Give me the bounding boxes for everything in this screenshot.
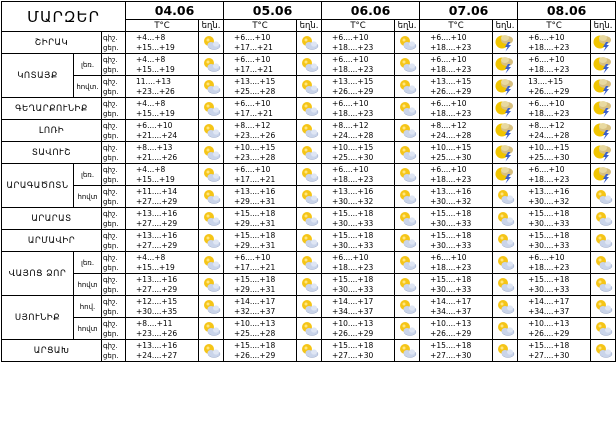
time-of-day-labels: գիշ. ցեր.: [102, 340, 126, 362]
weather-cell: [297, 186, 322, 208]
weather-cell: [297, 98, 322, 120]
temperature-cell: +6....+10 +18....+23: [322, 98, 395, 120]
sun-cloud-icon: [495, 255, 515, 271]
sun-cloud-icon: [593, 321, 613, 337]
weather-cell: [591, 186, 616, 208]
date-header: 04.06: [126, 2, 224, 20]
temperature-cell: +15....+18 +27....+30: [322, 340, 395, 362]
sun-cloud-icon: [397, 211, 417, 227]
sun-cloud-icon: [593, 211, 613, 227]
sun-cloud-icon: [201, 321, 221, 337]
time-of-day-labels: գիշ. ցեր.: [102, 54, 126, 76]
temperature-cell: +4...+8 +15...+19: [126, 98, 199, 120]
temperature-cell: +4...+8 +15...+19: [126, 54, 199, 76]
weather-cell: [297, 120, 322, 142]
region-name: ԳԵՂԱՐՔՈՒՆԻՔ: [2, 98, 102, 120]
weather-column-header: եղն.: [493, 20, 518, 32]
sun-cloud-icon: [397, 255, 417, 271]
temperature-cell: +13....+16 +30....+32: [322, 186, 395, 208]
sun-cloud-icon: [495, 299, 515, 315]
subregion-label: հովտ: [74, 186, 102, 208]
date-header: 05.06: [224, 2, 322, 20]
weather-cell: [395, 98, 420, 120]
table-row: [2, 142, 616, 164]
time-of-day-labels: գիշ. ցեր.: [102, 230, 126, 252]
weather-cell: [395, 340, 420, 362]
temperature-cell: +14....+17 +34....+37: [518, 296, 591, 318]
weather-cell: [297, 164, 322, 186]
temperature-cell: +8....+12 +24....+28: [322, 120, 395, 142]
time-of-day-labels: գիշ. ցեր.: [102, 98, 126, 120]
sun-cloud-icon: [397, 277, 417, 293]
table-row: [2, 186, 616, 208]
thunderstorm-icon: [495, 122, 515, 140]
weather-cell: [591, 252, 616, 274]
temperature-cell: +6....+10 +18....+23: [420, 32, 493, 54]
sun-cloud-icon: [201, 233, 221, 249]
weather-cell: [493, 98, 518, 120]
sun-cloud-icon: [201, 211, 221, 227]
weather-cell: [395, 164, 420, 186]
weather-cell: [297, 32, 322, 54]
temperature-cell: +15....+18 +27....+30: [518, 340, 591, 362]
thunderstorm-icon: [593, 100, 613, 118]
sun-cloud-icon: [201, 343, 221, 359]
time-of-day-labels: գիշ. ցեր.: [102, 76, 126, 98]
weather-column-header: եղն.: [395, 20, 420, 32]
temperature-cell: +13....+16 +30....+32: [518, 186, 591, 208]
subregion-label: հովտ: [74, 274, 102, 296]
sun-cloud-icon: [201, 145, 221, 161]
temperature-cell: +4...+8 +15...+19: [126, 164, 199, 186]
temperature-cell: +6....+10 +21....+24: [126, 120, 199, 142]
temperature-cell: +6....+10 +18....+23: [518, 54, 591, 76]
weather-cell: [395, 142, 420, 164]
region-name: ԱՐՑԱԽ: [2, 340, 102, 362]
thunderstorm-icon: [593, 144, 613, 162]
weather-cell: [199, 164, 224, 186]
sun-cloud-icon: [593, 233, 613, 249]
weather-cell: [395, 274, 420, 296]
sun-cloud-icon: [299, 211, 319, 227]
sun-cloud-icon: [397, 101, 417, 117]
weather-cell: [395, 32, 420, 54]
date-header: 06.06: [322, 2, 420, 20]
sun-cloud-icon: [299, 233, 319, 249]
temperature-cell: +10....+15 +25....+30: [420, 142, 493, 164]
temperature-cell: +6....+10 +18....+23: [518, 32, 591, 54]
temperature-cell: +6....+10 +17....+21: [224, 252, 297, 274]
temperature-cell: +13....+16 +29....+31: [224, 186, 297, 208]
weather-cell: [297, 318, 322, 340]
weather-cell: [297, 208, 322, 230]
sun-cloud-icon: [299, 145, 319, 161]
time-of-day-labels: գիշ. ցեր.: [102, 120, 126, 142]
weather-cell: [493, 208, 518, 230]
sun-cloud-icon: [299, 35, 319, 51]
weather-cell: [199, 186, 224, 208]
table-row: [2, 340, 616, 362]
weather-cell: [395, 208, 420, 230]
sun-cloud-icon: [495, 321, 515, 337]
sun-cloud-icon: [397, 167, 417, 183]
weather-cell: [297, 230, 322, 252]
temperature-cell: +13....+16 +27....+29: [126, 208, 199, 230]
sun-cloud-icon: [201, 35, 221, 51]
time-of-day-labels: գիշ. ցեր.: [102, 252, 126, 274]
weather-cell: [591, 274, 616, 296]
sun-cloud-icon: [397, 189, 417, 205]
time-of-day-labels: գիշ. ցեր.: [102, 164, 126, 186]
weather-cell: [199, 230, 224, 252]
weather-cell: [591, 120, 616, 142]
subregion-label: լեռ.: [74, 54, 102, 76]
sun-cloud-icon: [593, 255, 613, 271]
sun-cloud-icon: [397, 343, 417, 359]
thunderstorm-icon: [593, 122, 613, 140]
temperature-cell: +10....+13 +26....+29: [322, 318, 395, 340]
temperature-cell: +6....+10 +18....+23: [322, 32, 395, 54]
temperature-cell: +15....+18 +29....+31: [224, 230, 297, 252]
weather-cell: [493, 142, 518, 164]
subregion-label: հովտ: [74, 318, 102, 340]
weather-cell: [395, 76, 420, 98]
date-header: 08.06: [518, 2, 616, 20]
temp-column-header: T°C: [518, 20, 591, 32]
weather-cell: [199, 98, 224, 120]
weather-cell: [297, 76, 322, 98]
weather-cell: [591, 230, 616, 252]
sun-cloud-icon: [201, 299, 221, 315]
weather-cell: [493, 230, 518, 252]
sun-cloud-icon: [201, 101, 221, 117]
weather-cell: [395, 296, 420, 318]
sun-cloud-icon: [397, 145, 417, 161]
sun-cloud-icon: [593, 189, 613, 205]
temperature-cell: +13....+16 +27....+29: [126, 230, 199, 252]
temperature-cell: +15....+18 +26....+29: [224, 340, 297, 362]
weather-cell: [199, 296, 224, 318]
temperature-cell: +15....+18 +29....+31: [224, 274, 297, 296]
temperature-cell: 11....+13 +23...+26: [126, 76, 199, 98]
sun-cloud-icon: [495, 189, 515, 205]
weather-cell: [297, 340, 322, 362]
temperature-cell: +15....+18 +30....+33: [420, 208, 493, 230]
table-row: [2, 296, 616, 318]
temperature-cell: +8....+12 +23....+26: [224, 120, 297, 142]
weather-cell: [591, 164, 616, 186]
temperature-cell: +15....+18 +30....+33: [518, 274, 591, 296]
temperature-cell: +14....+17 +34....+37: [420, 296, 493, 318]
thunderstorm-icon: [495, 56, 515, 74]
region-name: ԱՐՄԱՎԻՐ: [2, 230, 102, 252]
weather-column-header: եղն.: [591, 20, 616, 32]
region-name: ԼՈՌԻ: [2, 120, 102, 142]
weather-cell: [199, 32, 224, 54]
temperature-cell: +8....+12 +24....+28: [518, 120, 591, 142]
temperature-cell: +13....+15 +26....+29: [420, 76, 493, 98]
weather-cell: [395, 186, 420, 208]
regions-header: ՄԱՐԶԵՐ: [2, 2, 126, 32]
temperature-cell: +15....+18 +27....+30: [420, 340, 493, 362]
weather-cell: [199, 318, 224, 340]
temperature-cell: +13....+15 +25....+28: [224, 76, 297, 98]
temperature-cell: +8....+12 +24....+28: [420, 120, 493, 142]
thunderstorm-icon: [495, 166, 515, 184]
region-name: ԱՐԱԳԱԾՈՏՆ: [2, 164, 74, 208]
temperature-cell: +14....+17 +34....+37: [322, 296, 395, 318]
weather-cell: [493, 340, 518, 362]
weather-cell: [395, 54, 420, 76]
weather-cell: [199, 252, 224, 274]
temp-column-header: T°C: [126, 20, 199, 32]
temperature-cell: +12....+15 +30....+35: [126, 296, 199, 318]
time-of-day-labels: գիշ. ցեր.: [102, 318, 126, 340]
weather-cell: [199, 142, 224, 164]
table-row: [2, 120, 616, 142]
weather-cell: [395, 230, 420, 252]
weather-cell: [591, 98, 616, 120]
temperature-cell: +6....+10 +18....+23: [420, 54, 493, 76]
weather-cell: [591, 32, 616, 54]
time-of-day-labels: գիշ. ցեր.: [102, 186, 126, 208]
date-header: 07.06: [420, 2, 518, 20]
temperature-cell: +13....+16 +27....+29: [126, 274, 199, 296]
sun-cloud-icon: [495, 211, 515, 227]
temperature-cell: +10....+13 +26....+29: [420, 318, 493, 340]
sun-cloud-icon: [201, 79, 221, 95]
temperature-cell: +11....+14 +27....+29: [126, 186, 199, 208]
sun-cloud-icon: [299, 277, 319, 293]
weather-cell: [591, 142, 616, 164]
temperature-cell: 13....+15 +26....+29: [518, 76, 591, 98]
temperature-cell: +15....+18 +30....+33: [518, 230, 591, 252]
subregion-label: հովտ.: [74, 76, 102, 98]
table-row: [2, 230, 616, 252]
sun-cloud-icon: [397, 79, 417, 95]
weather-cell: [297, 54, 322, 76]
temperature-cell: +15....+18 +30....+33: [518, 208, 591, 230]
sun-cloud-icon: [299, 343, 319, 359]
sun-cloud-icon: [397, 299, 417, 315]
sun-cloud-icon: [299, 101, 319, 117]
sun-cloud-icon: [299, 321, 319, 337]
time-of-day-labels: գիշ. ցեր.: [102, 296, 126, 318]
time-of-day-labels: գիշ. ցեր.: [102, 142, 126, 164]
sun-cloud-icon: [201, 189, 221, 205]
temperature-cell: +10....+15 +25....+30: [518, 142, 591, 164]
subregion-label: լեռ.: [74, 252, 102, 274]
temperature-cell: +4...+8 +15...+19: [126, 32, 199, 54]
temperature-cell: +6....+10 +18....+23: [420, 252, 493, 274]
sun-cloud-icon: [299, 299, 319, 315]
temperature-cell: +15....+18 +30....+33: [322, 208, 395, 230]
weather-cell: [199, 274, 224, 296]
weather-cell: [591, 54, 616, 76]
sun-cloud-icon: [201, 277, 221, 293]
temperature-cell: +15....+18 +29....+31: [224, 208, 297, 230]
forecast-table: [1, 1, 616, 362]
weather-cell: [297, 142, 322, 164]
table-row: [2, 318, 616, 340]
temperature-cell: +13....+16 +24....+27: [126, 340, 199, 362]
thunderstorm-icon: [495, 144, 515, 162]
table-row: [2, 274, 616, 296]
table-row: [2, 32, 616, 54]
weather-cell: [591, 318, 616, 340]
weather-cell: [199, 120, 224, 142]
temperature-cell: +10....+13 +25....+28: [224, 318, 297, 340]
temperature-cell: +15....+18 +30....+33: [322, 230, 395, 252]
temperature-cell: +6....+10 +18....+23: [322, 252, 395, 274]
temperature-cell: +15....+18 +30....+33: [420, 274, 493, 296]
temperature-cell: +10....+15 +23....+28: [224, 142, 297, 164]
temperature-cell: +15....+18 +30....+33: [322, 274, 395, 296]
sun-cloud-icon: [299, 57, 319, 73]
time-of-day-labels: գիշ. ցեր.: [102, 208, 126, 230]
temperature-cell: +13....+15 +26....+29: [322, 76, 395, 98]
temperature-cell: +6....+10 +18....+23: [518, 164, 591, 186]
temperature-cell: +6....+10 +18....+23: [322, 54, 395, 76]
sun-cloud-icon: [397, 233, 417, 249]
time-of-day-labels: գիշ. ցեր.: [102, 274, 126, 296]
weather-cell: [199, 54, 224, 76]
temperature-cell: +6....+10 +17....+21: [224, 164, 297, 186]
thunderstorm-icon: [593, 78, 613, 96]
weather-cell: [395, 120, 420, 142]
temperature-cell: +4...+8 +15...+19: [126, 252, 199, 274]
temperature-cell: +8....+13 +21....+26: [126, 142, 199, 164]
weather-cell: [493, 318, 518, 340]
weather-cell: [493, 274, 518, 296]
region-name: ԿՈՏԱՅՔ: [2, 54, 74, 98]
sun-cloud-icon: [299, 167, 319, 183]
weather-column-header: եղն.: [199, 20, 224, 32]
temperature-cell: +6....+10 +18....+23: [518, 98, 591, 120]
sun-cloud-icon: [201, 123, 221, 139]
weather-cell: [297, 274, 322, 296]
sun-cloud-icon: [495, 277, 515, 293]
weather-cell: [395, 252, 420, 274]
temperature-cell: +6....+10 +17...+21: [224, 98, 297, 120]
sun-cloud-icon: [397, 57, 417, 73]
weather-column-header: եղն.: [297, 20, 322, 32]
region-name: ԱՐԱՐԱՏ: [2, 208, 102, 230]
weather-cell: [493, 32, 518, 54]
table-row: [2, 164, 616, 186]
temperature-cell: +6....+10 +18....+23: [420, 164, 493, 186]
thunderstorm-icon: [593, 34, 613, 52]
temperature-cell: +8....+11 +23....+26: [126, 318, 199, 340]
sun-cloud-icon: [593, 299, 613, 315]
thunderstorm-icon: [495, 100, 515, 118]
temperature-cell: +6....+10 +17...+21: [224, 54, 297, 76]
weather-cell: [199, 208, 224, 230]
temperature-cell: +10....+15 +25....+30: [322, 142, 395, 164]
weather-cell: [493, 164, 518, 186]
sun-cloud-icon: [299, 189, 319, 205]
weather-cell: [493, 252, 518, 274]
region-name: ՎԱՅՈՑ ՁՈՐ: [2, 252, 74, 296]
sun-cloud-icon: [397, 35, 417, 51]
temp-column-header: T°C: [420, 20, 493, 32]
region-name: ՇԻՐԱԿ: [2, 32, 102, 54]
thunderstorm-icon: [495, 78, 515, 96]
sun-cloud-icon: [201, 57, 221, 73]
table-row: [2, 252, 616, 274]
subregion-label: հով.: [74, 296, 102, 318]
weather-cell: [297, 296, 322, 318]
sun-cloud-icon: [201, 255, 221, 271]
temperature-cell: +6....+10 +17...+21: [224, 32, 297, 54]
sun-cloud-icon: [593, 277, 613, 293]
sun-cloud-icon: [299, 79, 319, 95]
temperature-cell: +6....+10 +18....+23: [518, 252, 591, 274]
thunderstorm-icon: [593, 56, 613, 74]
temperature-cell: +6....+10 +18....+23: [322, 164, 395, 186]
weather-cell: [591, 296, 616, 318]
region-name: ՍՅՈՒՆԻՔ: [2, 296, 74, 340]
weather-cell: [493, 186, 518, 208]
weather-cell: [493, 76, 518, 98]
weather-cell: [493, 120, 518, 142]
thunderstorm-icon: [495, 34, 515, 52]
weather-cell: [591, 76, 616, 98]
temp-column-header: T°C: [322, 20, 395, 32]
weather-cell: [199, 76, 224, 98]
sun-cloud-icon: [593, 343, 613, 359]
sun-cloud-icon: [299, 255, 319, 271]
sun-cloud-icon: [397, 123, 417, 139]
weather-cell: [591, 208, 616, 230]
weather-cell: [493, 54, 518, 76]
weather-cell: [591, 340, 616, 362]
sun-cloud-icon: [397, 321, 417, 337]
sun-cloud-icon: [201, 167, 221, 183]
temperature-cell: +15....+18 +30....+33: [420, 230, 493, 252]
temperature-cell: +6....+10 +18....+23: [420, 98, 493, 120]
weather-cell: [199, 340, 224, 362]
time-of-day-labels: գիշ. ցեր.: [102, 32, 126, 54]
table-row: [2, 54, 616, 76]
table-row: [2, 98, 616, 120]
table-row: [2, 208, 616, 230]
region-name: ՏԱՎՈՒՇ: [2, 142, 102, 164]
subregion-label: լեռ.: [74, 164, 102, 186]
thunderstorm-icon: [593, 166, 613, 184]
sun-cloud-icon: [299, 123, 319, 139]
sun-cloud-icon: [495, 233, 515, 249]
table-row: [2, 76, 616, 98]
weather-cell: [297, 252, 322, 274]
temperature-cell: +13....+16 +30....+32: [420, 186, 493, 208]
temperature-cell: +10....+13 +26....+29: [518, 318, 591, 340]
weather-cell: [395, 318, 420, 340]
sun-cloud-icon: [495, 343, 515, 359]
temp-column-header: T°C: [224, 20, 297, 32]
temperature-cell: +14....+17 +32....+37: [224, 296, 297, 318]
weather-cell: [493, 296, 518, 318]
